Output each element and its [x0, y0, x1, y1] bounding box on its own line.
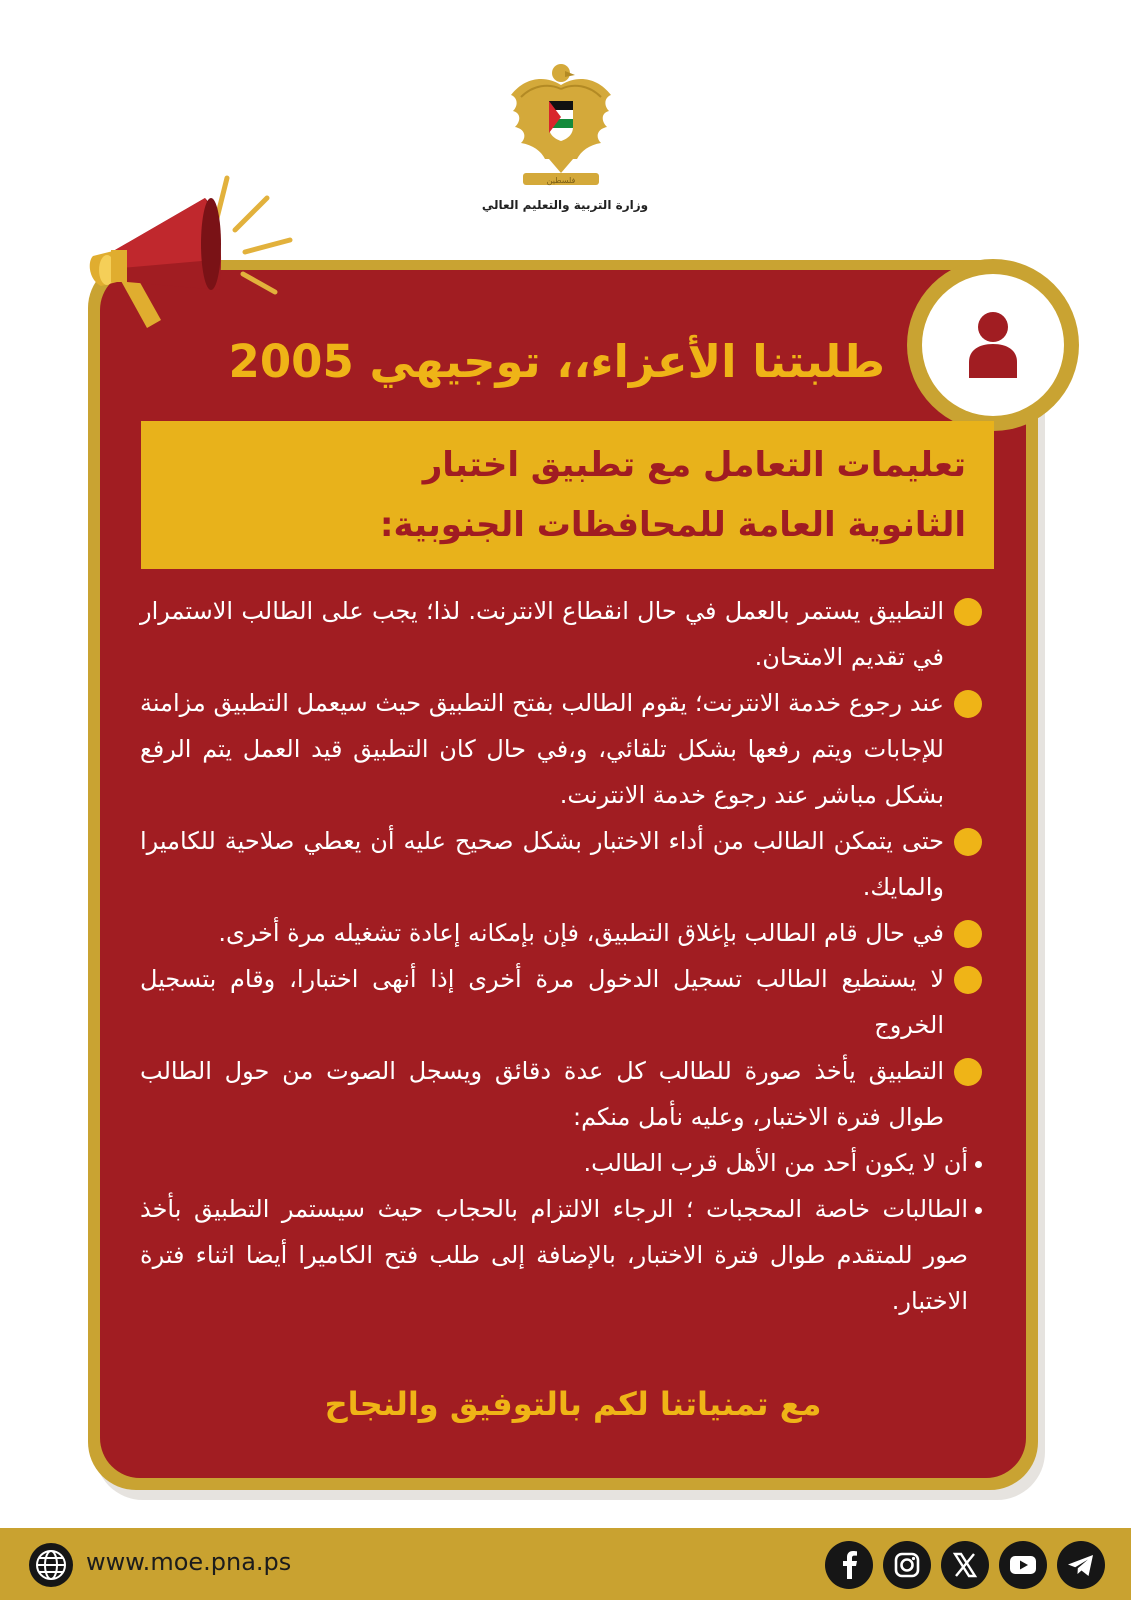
social-links: [825, 1541, 1103, 1589]
subtitle-line-2: الثانوية العامة للمحافظات الجنوبية:: [379, 505, 966, 545]
bullet-icon: [954, 690, 982, 718]
closing-message: مع تمنياتنا لكم بالتوفيق والنجاح: [324, 1385, 822, 1423]
list-item: التطبيق يأخذ صورة للطالب كل عدة دقائق ويسجل الصوت من حول الطالب طوال فترة الاختبار، وعليه نأمل منكم:: [140, 1048, 982, 1140]
subtitle-band: [141, 421, 994, 569]
x-icon[interactable]: [941, 1541, 989, 1589]
instructions-list: [140, 588, 982, 1324]
page-title: طلبتنا الأعزاء،، توجيهي 2005: [228, 335, 885, 388]
youtube-icon[interactable]: [999, 1541, 1047, 1589]
emblem-caption: فلسطين: [546, 176, 576, 185]
list-item: لا يستطيع الطالب تسجيل الدخول مرة أخرى إذا أنهى اختبارا، وقام بتسجيل الخروج: [140, 956, 982, 1048]
globe-icon: [28, 1542, 74, 1588]
sub-list-item: أن لا يكون أحد من الأهل قرب الطالب.: [140, 1140, 982, 1186]
bullet-icon: [954, 966, 982, 994]
avatar-badge: [907, 259, 1079, 431]
list-item: حتى يتمكن الطالب من أداء الاختبار بشكل صحيح عليه أن يعطي صلاحية للكاميرا والمايك.: [140, 818, 982, 910]
website-link[interactable]: www.moe.pna.ps: [86, 1548, 292, 1576]
instagram-icon[interactable]: [883, 1541, 931, 1589]
list-item: التطبيق يستمر بالعمل في حال انقطاع الانترنت. لذا؛ يجب على الطالب الاستمرار في تقديم الامتحان.: [140, 588, 982, 680]
bullet-icon: [954, 598, 982, 626]
ministry-name: وزارة التربية والتعليم العالي: [481, 198, 649, 212]
sub-bullet-icon: [975, 1161, 982, 1168]
bullet-icon: [954, 828, 982, 856]
list-item: في حال قام الطالب بإغلاق التطبيق، فإن بإمكانه إعادة تشغيله مرة أخرى.: [140, 910, 982, 956]
footer-bar: [0, 1528, 1131, 1600]
subtitle-line-1: تعليمات التعامل مع تطبيق اختبار: [422, 445, 966, 485]
list-item: عند رجوع خدمة الانترنت؛ يقوم الطالب بفتح التطبيق حيث سيعمل التطبيق مزامنة للإجابات ويتم رفعها بشكل تلقائي، و،في حال كان التطبيق قيد العمل يتم الرفع بشكل مباشر عند رجوع خدمة الانترنت.: [140, 680, 982, 818]
sub-list-item: الطالبات خاصة المحجبات ؛ الرجاء الالتزام بالحجاب حيث سيستمر التطبيق بأخذ صور للمتقدم طوال فترة الاختبار، بالإضافة إلى طلب فتح الكاميرا أيضا اثناء فترة الاختبار.: [140, 1186, 982, 1324]
telegram-icon[interactable]: [1057, 1541, 1105, 1589]
bullet-icon: [954, 1058, 982, 1086]
sub-bullet-icon: [975, 1207, 982, 1214]
megaphone-icon: [85, 170, 300, 345]
facebook-icon[interactable]: [825, 1541, 873, 1589]
bullet-icon: [954, 920, 982, 948]
palestine-eagle-emblem-icon: [505, 55, 617, 190]
subtitle: [161, 435, 966, 555]
person-icon: [967, 310, 1019, 378]
